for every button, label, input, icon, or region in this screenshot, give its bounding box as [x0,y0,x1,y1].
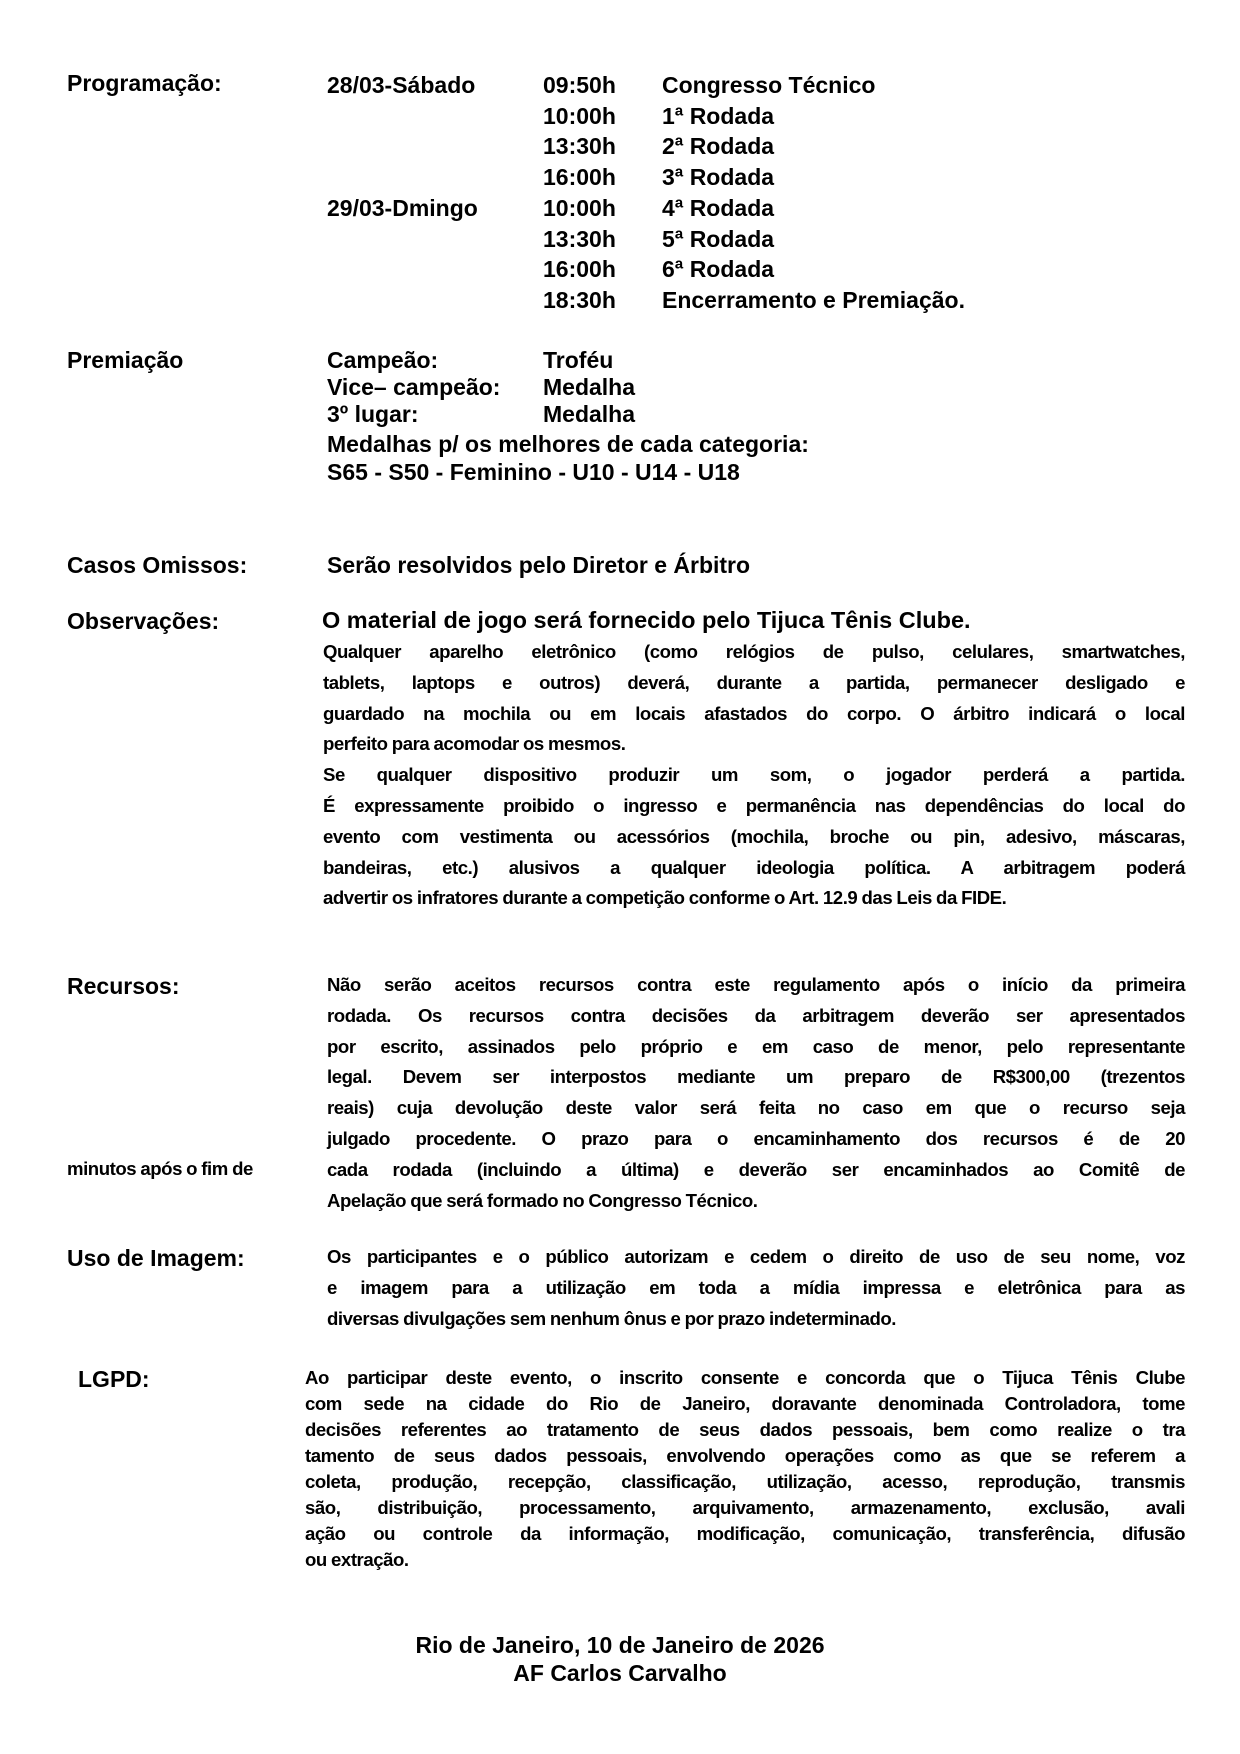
paragraph-line: tamento de seus dados pessoais, envolvendo operações como as que se referem a [305,1445,1185,1466]
paragraph-line: rodada. Os recursos contra decisões da arbitragem deverão ser apresentados [327,1004,1185,1026]
paragraph-line: Não serão aceitos recursos contra este regulamento após o início da primeira [327,974,1185,995]
schedule-event: 4ª Rodada [662,194,775,221]
observacoes-paragraph [323,637,1185,914]
observacoes-label: Observações: [67,608,220,634]
paragraph-line: evento com vestimenta ou acessórios (mochila, broche ou pin, adesivo, máscaras, [323,825,1185,847]
place-champion: Campeão: [327,347,439,373]
schedule-time: 10:00h [543,194,616,221]
paragraph-line: são, distribuição, processamento, arquivamento, armazenamento, exclusão, avali [305,1497,1185,1518]
schedule-time: 16:00h [543,256,616,283]
paragraph-line: perfeito para acomodar os mesmos. [323,733,626,755]
paragraph-line: Se qualquer dispositivo produzir um som, o jogador perderá a partida. [323,764,1185,786]
casos-omissos-label: Casos Omissos: [67,552,248,578]
schedule-event: 5ª Rodada [662,225,775,252]
prize-champion: Troféu [543,347,614,373]
paragraph-line: Ao participar deste evento, o inscrito consente e concorda que o Tijuca Tênis Clube [305,1367,1185,1388]
paragraph-line: tablets, laptops e outros) deverá, durante a partida, permanecer desligado e [323,671,1185,693]
categories-title: Medalhas p/ os melhores de cada categoria: [327,431,809,457]
paragraph-line: Qualquer aparelho eletrônico (como relógios de pulso, celulares, smartwatches, [323,641,1185,662]
paragraph-line: Apelação que será formado no Congresso Técnico. [327,1189,758,1211]
recursos-paragraph [327,970,1185,1216]
paragraph-line: advertir os infratores durante a competição conforme o Art. 12.9 das Leis da FIDE. [323,887,1007,909]
schedule-event: 2ª Rodada [662,133,775,160]
footer-signature: AF Carlos Carvalho [513,1660,727,1686]
schedule-event: 3ª Rodada [662,164,775,191]
uso-imagem-paragraph [327,1242,1185,1334]
schedule-event: Encerramento e Premiação. [662,286,965,313]
recursos-overflow-text: minutos após o fim de [67,1158,253,1179]
schedule-time: 09:50h [543,72,616,98]
paragraph-line: ou extração. [305,1549,409,1570]
paragraph-line: Os participantes e o público autorizam e cedem o direito de uso de seu nome, voz [327,1246,1185,1267]
schedule-date: 29/03-Dmingo [327,194,478,221]
footer-place-date: Rio de Janeiro, 10 de Janeiro de 2026 [415,1632,825,1658]
paragraph-line: com sede na cidade do Rio de Janeiro, doravante denominada Controladora, tome [305,1393,1185,1414]
paragraph-line: decisões referentes ao tratamento de seus dados pessoais, bem como realize o tra [305,1419,1185,1440]
paragraph-line: É expressamente proibido o ingresso e permanência nas dependências do local do [323,794,1185,816]
categories-list: S65 - S50 - Feminino - U10 - U14 - U18 [327,459,740,485]
recursos-label: Recursos: [67,973,180,999]
paragraph-line: por escrito, assinados pelo próprio e em caso de menor, pelo representante [327,1035,1185,1057]
schedule-time: 18:30h [543,286,616,313]
paragraph-line: coleta, produção, recepção, classificação, utilização, acesso, reprodução, transmis [305,1471,1185,1492]
prize-third: Medalha [543,401,636,427]
schedule-event: Congresso Técnico [662,72,876,98]
schedule-time: 13:30h [543,133,616,160]
schedule-event: 1ª Rodada [662,102,775,129]
paragraph-line: reais) cuja devolução deste valor será feita no caso em que o recurso seja [327,1097,1185,1119]
casos-omissos-text: Serão resolvidos pelo Diretor e Árbitro [327,552,751,578]
schedule-time: 10:00h [543,102,616,129]
place-third: 3º lugar: [327,401,419,427]
schedule-time: 16:00h [543,164,616,191]
paragraph-line: ação ou controle da informação, modificação, comunicação, transferência, difusão [305,1523,1185,1544]
schedule-date: 28/03-Sábado [327,72,476,98]
observacoes-headline: O material de jogo será fornecido pelo Tijuca Tênis Clube. [322,607,971,633]
schedule-time: 13:30h [543,225,616,252]
lgpd-label: LGPD: [78,1366,150,1392]
lgpd-paragraph [305,1365,1185,1573]
paragraph-line: guardado na mochila ou em locais afastados do corpo. O árbitro indicará o local [323,702,1185,724]
premiacao-label: Premiação [67,347,184,373]
paragraph-line: diversas divulgações sem nenhum ônus e por prazo indeterminado. [327,1307,896,1329]
paragraph-line: bandeiras, etc.) alusivos a qualquer ideologia política. A arbitragem poderá [323,856,1185,878]
prize-vice: Medalha [543,374,636,400]
place-vice: Vice– campeão: [327,374,501,400]
uso-imagem-label: Uso de Imagem: [67,1245,245,1271]
programacao-label: Programação: [67,70,222,96]
schedule-event: 6ª Rodada [662,256,775,283]
paragraph-line: julgado procedente. O prazo para o encaminhamento dos recursos é de 20 [327,1127,1185,1149]
paragraph-line: legal. Devem ser interpostos mediante um preparo de R$300,00 (trezentos [327,1066,1185,1088]
paragraph-line: e imagem para a utilização em toda a mídia impressa e eletrônica para as [327,1276,1185,1298]
paragraph-line: cada rodada (incluindo a última) e deverão ser encaminhados ao Comitê de [327,1158,1185,1180]
